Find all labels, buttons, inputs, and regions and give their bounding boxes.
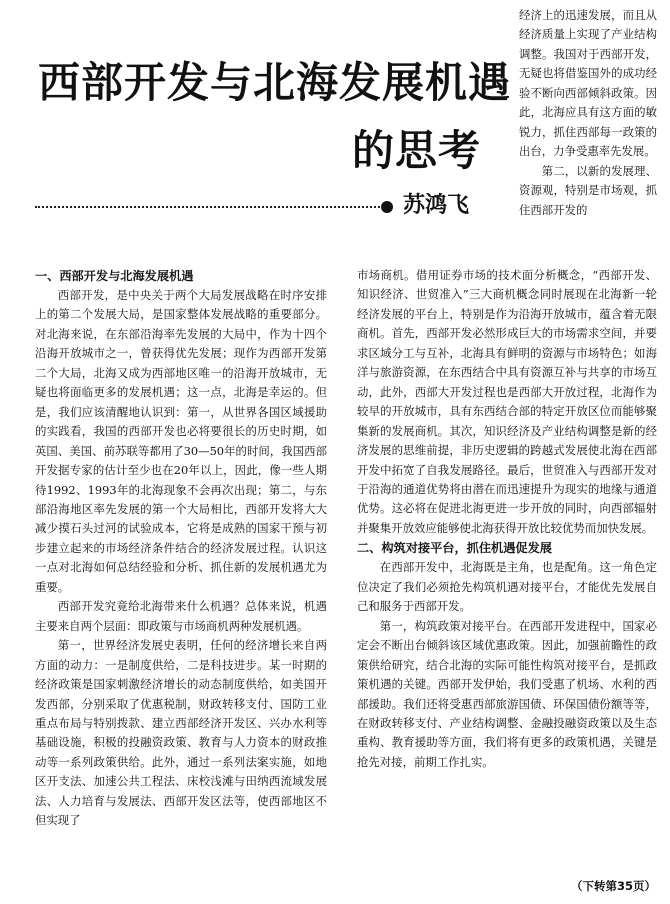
paragraph: 第一，世界经济发展史表明，任何的经济增长来自两方面的动力：一是制度供给，二是科技进步。某一时期的经济政策是国家刺激经济增长的动态制度供给，如美国开发西部，分别采取了优惠税制，财政转移支付、国防工业重点布局与特别拨款、建立西部经济开发区、兴办水利等基础设施，积极的投融资政策、教育与人力资本的财政推动等一系列政策供给。此外，通过一系列法案实施，如地区开支法、加速公共工程法、床校浅滩与田纳西流域发展法、人力培育与发展法、西部开发区法等，使西部地区不但实现了 [35, 638, 327, 828]
paragraph: 第二，以新的发展理、资源观，特别是市场观，抓住西部开发的 [519, 163, 657, 217]
paragraph: 西部开发究竟给北海带来什么机遇？总体来说，机遇主要来自两个层面：即政策与市场商机两种发展机遇。 [35, 599, 327, 633]
continued-on-page-note: （下转第35页） [570, 879, 656, 893]
top-right-column [519, 6, 657, 220]
paragraph-continuation: 市场商机。借用证券市场的技术面分析概念，“西部开发、知识经济、世贸准入”三大商机概念同时展现在北海新一轮经济发展的平台上，特别是作为沿海开放城市，蕴含着无限商机。首先，西部开发必然形成巨大的市场需求空间，并要求区域分工与互补，北海具有鲜明的资源与市场特色；如海洋与旅游资源，在东西结合中具有资源互补与共享的市场互动，此外，西部大开发过程也是西部大开放过程，北海作为较早的开放城市，具有东西结合部的特定开放区位而能够聚集新的发展商机。其次，知识经济及产业结构调整是新的经济发展的思维前提，非历史逻辑的跨越式发展使北海在西部开发中拓宽了自我发展路径。最后，世贸准入与西部开发对于沿海的通道优势将由潜在而迅速提升为现实的地缘与通道优势。这必将在促进北海更进一步开放的同时，向西部辐射并聚集开放效应能够使北海获得开放比较优势而加快发展。 [357, 268, 657, 535]
article-title-line-2: 的思考 [352, 126, 482, 175]
article-title-line-1: 西部开发与北海发展机遇 [38, 58, 512, 107]
section-heading: 一、西部开发与北海发展机遇 [35, 269, 194, 283]
author-name: 苏鸿飞 [403, 193, 470, 218]
title-divider [35, 206, 380, 208]
paragraph: 西部开发，是中央关于两个大局发展战略在时序安排上的第二个发展大局，是国家整体发展战略的重要部分。对北海来说，在东部沿海率先发展的大局中，作为十四个沿海开放城市之一，曾获得优先发展；现作为西部开发第二个大局，北海又成为西部地区唯一的沿海开放城市，无疑也将面临更多的发展机遇；这一点，北海是幸运的。但是，我们应该清醒地认识到：第一，从世界各国区域援助的实践看，我国的西部开发也必将要很长的历史时期，如英国、美国、前苏联等都用了30—50年的时间，我国西部开发据专家的估计至少也在20年以上，因此，像一些人期待1992、1993年的北海现象不会再次出现；第二，与东部沿海地区率先发展的第一个大局相比，西部开发将大大减少摸石头过河的试验成本，它将是成熟的国家干预与初步建立起来的市场经济条件结合的经济发展过程。认识这一点对北海如何总结经验和分析、抓住新的发展机遇尤为重要。 [35, 288, 327, 594]
right-column [357, 266, 657, 772]
left-column [35, 266, 327, 831]
author-bullet-icon [381, 201, 393, 213]
paragraph: 在西部开发中，北海既是主角，也是配角。这一角色定位决定了我们必须抢先构筑机遇对接平台，才能优先发展自己和服务于西部开发。 [357, 560, 657, 614]
paragraph: 第一，构筑政策对接平台。在西部开发进程中，国家必定会不断出台倾斜该区域优惠政策。因此，加强前瞻性的政策供给研究，结合北海的实际可能性构筑对接平台，是抓政策机遇的关键。西部开发伊始，我们受惠了机场、水利的西部援助。我们还将受惠西部旅游国债、环保国债份额等等，在财政转移支付、产业结构调整、金融投融资政策以及生态重构、教育援助等方面，我们将有更多的政策机遇，关键是抢先对接，前期工作扎实。 [357, 618, 657, 769]
paragraph: 经济上的迅速发展，而且从经济质量上实现了产业结构调整。我国对于西部开发，无疑也将借鉴国外的成功经验不断向西部倾斜政策。因此，北海应具有这方面的敏锐力，抓住西部每一政策的出台，力争受惠率先发展。 [519, 8, 657, 159]
section-heading: 二、构筑对接平台，抓住机遇促发展 [357, 541, 552, 556]
